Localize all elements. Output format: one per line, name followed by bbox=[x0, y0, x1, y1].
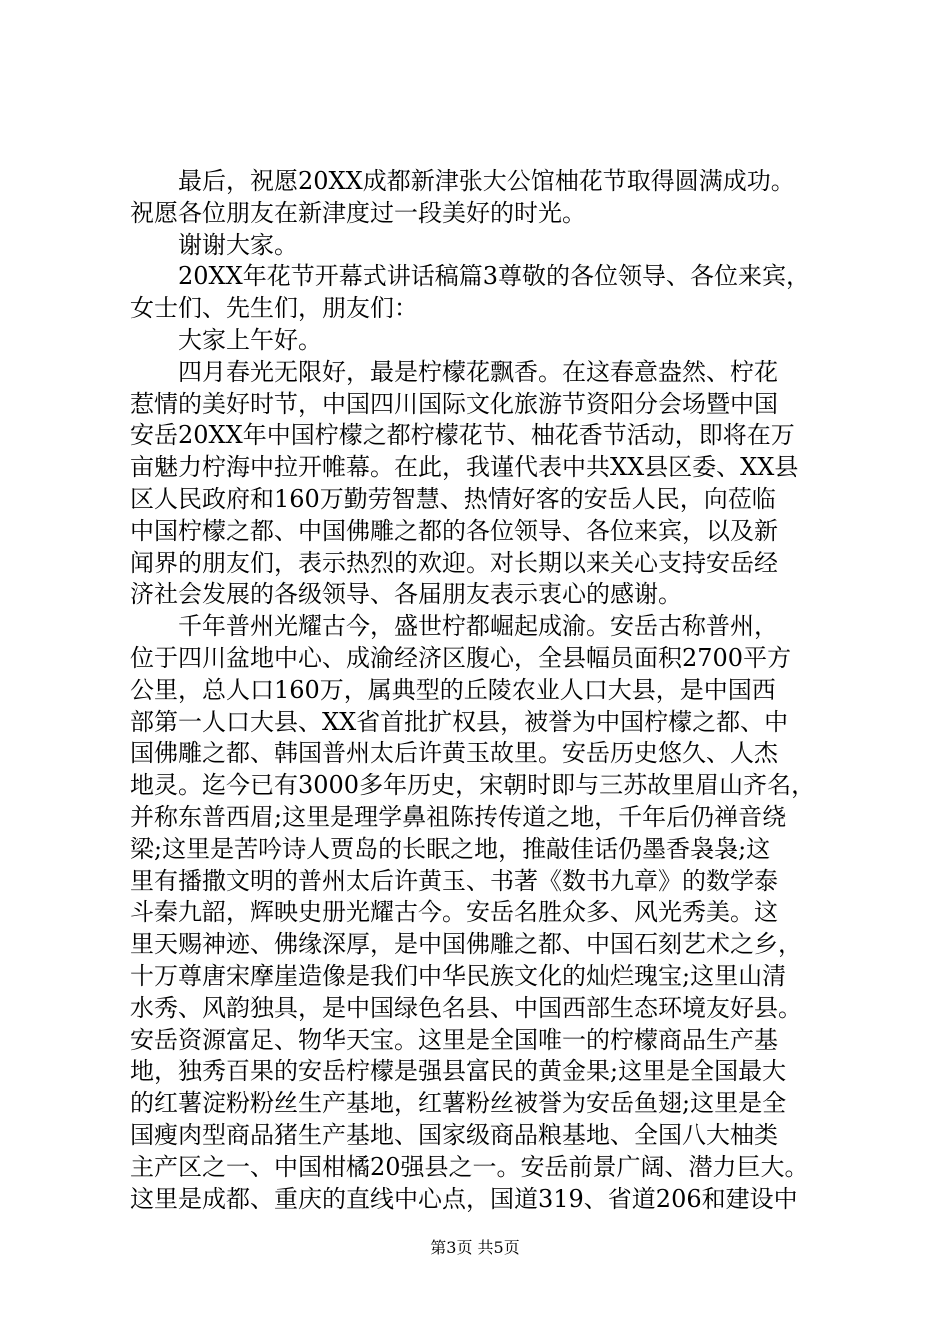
text-line: 水秀、风韵独具，是中国绿色名县、中国西部生态环境友好县。 bbox=[130, 993, 802, 1022]
text-line: 祝愿各位朋友在新津度过一段美好的时光。 bbox=[130, 198, 586, 227]
text-line: 部第一人口大县、XX省首批扩权县，被誉为中国柠檬之都、中 bbox=[130, 707, 789, 736]
text-line: 并称东普西眉;这里是理学鼻祖陈抟传道之地，千年后仍禅音绕 bbox=[130, 802, 787, 831]
text-line: 里天赐神迹、佛缘深厚，是中国佛雕之都、中国石刻艺术之乡， bbox=[130, 930, 802, 959]
document-body bbox=[130, 166, 840, 1215]
text-line: 惹情的美好时节，中国四川国际文化旅游节资阳分会场暨中国 bbox=[130, 389, 778, 418]
text-line: 梁;这里是苦吟诗人贾岛的长眠之地，推敲佳话仍墨香袅袅;这 bbox=[130, 834, 771, 863]
text-line: 谢谢大家。 bbox=[178, 230, 298, 259]
text-line: 公里，总人口160万，属典型的丘陵农业人口大县，是中国西 bbox=[130, 675, 776, 704]
text-line: 地，独秀百果的安岳柠檬是强县富民的黄金果;这里是全国最大 bbox=[130, 1057, 787, 1086]
text-line: 主产区之一、中国柑橘20强县之一。安岳前景广阔、潜力巨大。 bbox=[130, 1152, 809, 1181]
text-line: 安岳资源富足、物华天宝。这里是全国唯一的柠檬商品生产基 bbox=[130, 1025, 778, 1054]
text-line: 最后，祝愿20XX成都新津张大公馆柚花节取得圆满成功。 bbox=[178, 167, 795, 195]
text-line: 济社会发展的各级领导、各届朋友表示衷心的感谢。 bbox=[130, 580, 682, 609]
text-line: 闻界的朋友们，表示热烈的欢迎。对长期以来关心支持安岳经 bbox=[130, 548, 778, 577]
page-number-footer: 第3页 共5页 bbox=[430, 1238, 520, 1257]
text-line: 女士们、先生们，朋友们： bbox=[130, 294, 418, 323]
text-line: 中国柠檬之都、中国佛雕之都的各位领导、各位来宾，以及新 bbox=[130, 516, 778, 545]
text-line: 安岳20XX年中国柠檬之都柠檬花节、柚花香节活动，即将在万 bbox=[130, 421, 795, 450]
text-line: 国佛雕之都、韩国普州太后许黄玉故里。安岳历史悠久、人杰 bbox=[130, 739, 778, 768]
text-line: 十万尊唐宋摩崖造像是我们中华民族文化的灿烂瑰宝;这里山清 bbox=[130, 961, 787, 990]
text-line: 千年普州光耀古今，盛世柠都崛起成渝。安岳古称普州， bbox=[178, 612, 778, 641]
text-line: 亩魅力柠海中拉开帷幕。在此，我谨代表中共XX县区委、XX县 bbox=[130, 453, 799, 482]
text-line: 国瘦肉型商品猪生产基地、国家级商品粮基地、全国八大柚类 bbox=[130, 1120, 778, 1149]
text-line: 四月春光无限好，最是柠檬花飘香。在这春意盎然、柠花 bbox=[178, 357, 778, 386]
text-line: 位于四川盆地中心、成渝经济区腹心，全县幅员面积2700平方 bbox=[130, 643, 792, 672]
text-line: 大家上午好。 bbox=[178, 325, 322, 354]
text-line: 地灵。迄今已有3000多年历史，宋朝时即与三苏故里眉山齐名， bbox=[130, 771, 816, 800]
text-line: 斗秦九韶，辉映史册光耀古今。安岳名胜众多、风光秀美。这 bbox=[130, 898, 778, 927]
text-line: 里有播撒文明的普州太后许黄玉、书著《数书九章》的数学泰 bbox=[130, 866, 778, 895]
text-line: 20XX年花节开幕式讲话稿篇3尊敬的各位领导、各位来宾， bbox=[178, 262, 810, 291]
text-line: 的红薯淀粉粉丝生产基地，红薯粉丝被誉为安岳鱼翅;这里是全 bbox=[130, 1089, 787, 1118]
text-line: 区人民政府和160万勤劳智慧、热情好客的安岳人民，向莅临 bbox=[130, 484, 776, 513]
text-line: 这里是成都、重庆的直线中心点，国道319、省道206和建设中 bbox=[130, 1184, 798, 1213]
